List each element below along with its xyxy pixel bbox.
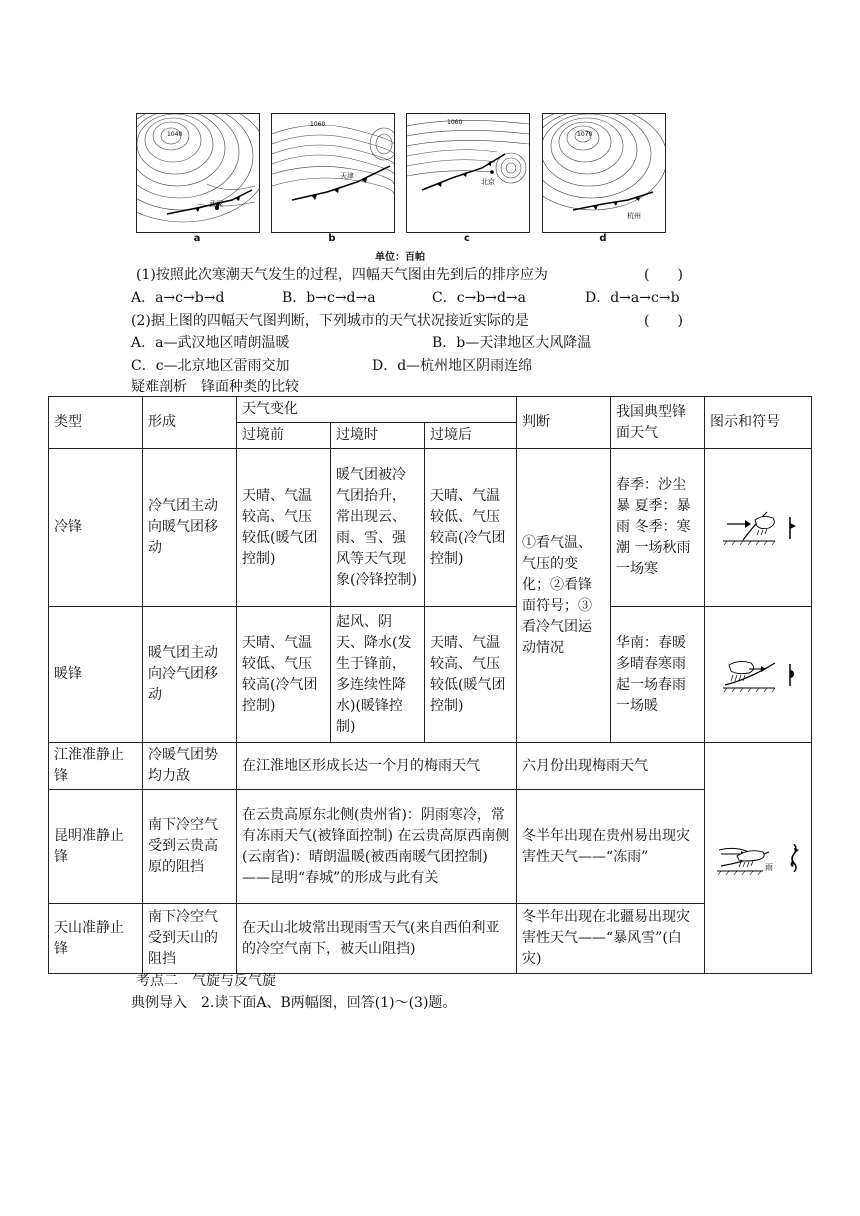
warm-front-symbol-cell bbox=[705, 607, 812, 743]
cold-front-diagram bbox=[719, 510, 779, 546]
weather-map-a bbox=[136, 113, 260, 233]
front-types-table bbox=[48, 396, 812, 974]
section-title: 疑难剖析 锋面种类的比较 bbox=[131, 379, 299, 395]
kunming-front-formation: 南下冷空气受到云贵高原的阻挡 bbox=[143, 790, 237, 904]
kunming-front-weather: 在云贵高原东北侧(贵州省)：阴雨寒冷，常有冻雨天气(被锋面控制) 在云贵高原西南侧(云南省)：晴朗温暖(被西南暖气团控制)——昆明“春城”的形成与此有关 bbox=[237, 790, 517, 904]
header-weather-change: 天气变化 bbox=[237, 397, 517, 423]
cold-front-before: 天晴、气温较高、气压较低(暖气团控制) bbox=[237, 449, 331, 607]
header-during: 过境时 bbox=[331, 423, 425, 449]
tianshan-front-typical-weather: 冬半年出现在北疆易出现灾害性天气——“暴风雪”(白灾) bbox=[517, 904, 705, 974]
warm-front-diagram bbox=[719, 657, 779, 693]
warm-front-after: 天晴、气温较高、气压较低(暖气团控制) bbox=[425, 607, 517, 743]
warm-front-type: 暖锋 bbox=[49, 607, 143, 743]
map-label-c: c bbox=[464, 233, 470, 244]
header-before: 过境前 bbox=[237, 423, 331, 449]
header-typical-weather: 我国典型锋面天气 bbox=[611, 397, 705, 449]
cold-front-symbol bbox=[787, 517, 797, 539]
question-2-option-a: A．a—武汉地区晴朗温暖 bbox=[131, 335, 290, 351]
question-2-answer-paren: ( ) bbox=[644, 313, 683, 329]
rain-label: 雨 bbox=[765, 863, 774, 872]
warm-front-typical-weather: 华南：春暖多晴春寒雨起一场春雨一场暖 bbox=[611, 607, 705, 743]
header-after: 过境后 bbox=[425, 423, 517, 449]
cold-front-type: 冷锋 bbox=[49, 449, 143, 607]
weather-map-d bbox=[542, 113, 666, 233]
place-label: 北京 bbox=[481, 178, 495, 186]
cold-front-symbol-cell bbox=[705, 449, 812, 607]
question-2-option-c: C．c—北京地区雷雨交加 bbox=[131, 358, 290, 374]
header-type: 类型 bbox=[49, 397, 143, 449]
tianshan-front-type: 天山准静止锋 bbox=[49, 904, 143, 974]
svg-text:1060: 1060 bbox=[310, 121, 326, 128]
kunming-front-typical-weather: 冬半年出现在贵州易出现灾害性天气——“冻雨” bbox=[517, 790, 705, 904]
svg-text:1070: 1070 bbox=[577, 131, 593, 138]
weather-maps-figure bbox=[136, 113, 664, 263]
cold-front-during: 暖气团被冷气团抬升，常出现云、雨、雪、强风等天气现象(冷锋控制) bbox=[331, 449, 425, 607]
question-1-option-a: A．a→c→b→d bbox=[131, 290, 225, 306]
question-1-option-d: D．d→a→c→b bbox=[585, 290, 680, 306]
tianshan-front-weather: 在天山北坡常出现雨雪天气(来自西伯利亚的冷空气南下，被天山阻挡) bbox=[237, 904, 517, 974]
svg-text:1040: 1040 bbox=[167, 131, 183, 138]
question-1-option-b: B．b→c→d→a bbox=[282, 290, 376, 306]
question-1-stem: (1)按照此次寒潮天气发生的过程，四幅天气图由先到后的排序应为 bbox=[136, 267, 548, 283]
question-1-option-c: C．c→b→d→a bbox=[432, 290, 527, 306]
warm-front-before: 天晴、气温较低、气压较高(冷气团控制) bbox=[237, 607, 331, 743]
header-symbol: 图示和符号 bbox=[705, 397, 812, 449]
kunming-front-type: 昆明准静止锋 bbox=[49, 790, 143, 904]
judge-method: ①看气温、气压的变化；②看锋面符号；③看冷气团运动情况 bbox=[517, 449, 611, 743]
kaodian-heading: 考点二 气旋与反气旋 bbox=[136, 973, 276, 989]
map-label-b: b bbox=[328, 233, 336, 244]
weather-map-b bbox=[271, 113, 395, 233]
tianshan-front-formation: 南下冷空气受到天山的阻挡 bbox=[143, 904, 237, 974]
jianghuai-front-formation: 冷暖气团势均力敌 bbox=[143, 743, 237, 790]
question-1-answer-paren: ( ) bbox=[644, 267, 683, 283]
jianghuai-front-weather: 在江淮地区形成长达一个月的梅雨天气 bbox=[237, 743, 517, 790]
header-formation: 形成 bbox=[143, 397, 237, 449]
place-label: 武汉 bbox=[209, 200, 223, 208]
stationary-front-diagram bbox=[715, 840, 781, 876]
map-label-a: a bbox=[193, 233, 201, 244]
cold-front-typical-weather: 春季：沙尘暴 夏季：暴雨 冬季：寒潮 一场秋雨一场寒 bbox=[611, 449, 705, 607]
warm-front-symbol bbox=[787, 664, 797, 686]
question-2-option-d: D．d—杭州地区阴雨连绵 bbox=[372, 358, 533, 374]
example-intro: 典例导入 2.读下面A、B两幅图，回答(1)～(3)题。 bbox=[131, 995, 457, 1011]
jianghuai-front-type: 江淮准静止锋 bbox=[49, 743, 143, 790]
warm-front-during: 起风、阴天、降水(发生于锋前，多连续性降水)(暖锋控制) bbox=[331, 607, 425, 743]
question-2-option-b: B．b—天津地区大风降温 bbox=[432, 335, 592, 351]
warm-front-formation: 暖气团主动向冷气团移动 bbox=[143, 607, 237, 743]
question-2-stem: (2)据上图的四幅天气图判断，下列城市的天气状况接近实际的是 bbox=[131, 313, 529, 329]
map-label-d: d bbox=[599, 233, 607, 244]
cold-front-formation: 冷气团主动向暖气团移动 bbox=[143, 449, 237, 607]
cold-front-after: 天晴、气温较低、气压较高(冷气团控制) bbox=[425, 449, 517, 607]
jianghuai-front-typical-weather: 六月份出现梅雨天气 bbox=[517, 743, 705, 790]
map-unit-label: 单位：百帕 bbox=[375, 252, 425, 263]
stationary-front-symbol-cell bbox=[705, 743, 812, 974]
header-judge: 判断 bbox=[517, 397, 611, 449]
stationary-front-symbol bbox=[789, 844, 801, 872]
weather-map-c bbox=[406, 113, 530, 233]
place-label: 天津 bbox=[340, 172, 354, 180]
place-label: 杭州 bbox=[627, 212, 641, 220]
svg-text:1060: 1060 bbox=[447, 119, 463, 126]
